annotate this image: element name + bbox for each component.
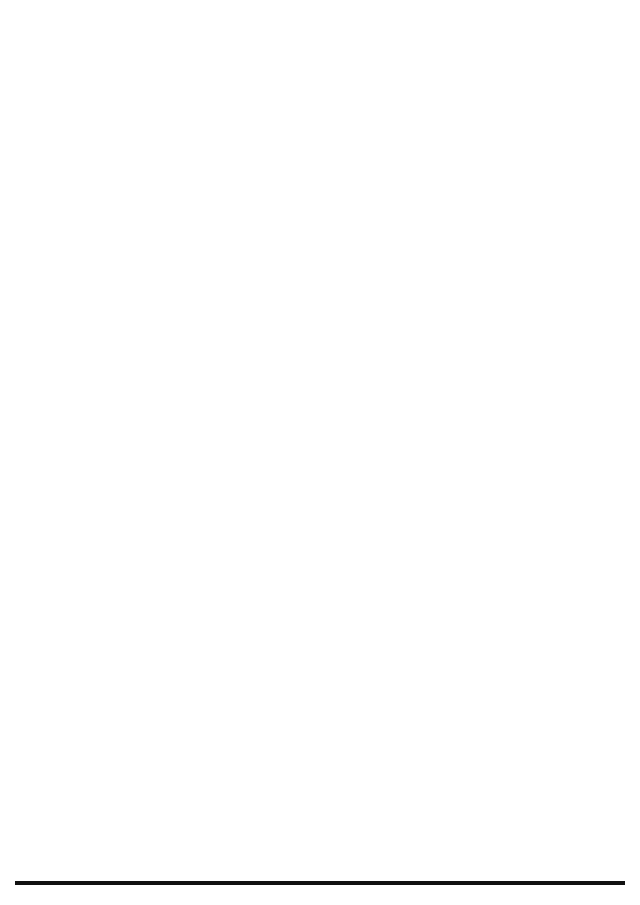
bottom-rule bbox=[15, 881, 625, 885]
